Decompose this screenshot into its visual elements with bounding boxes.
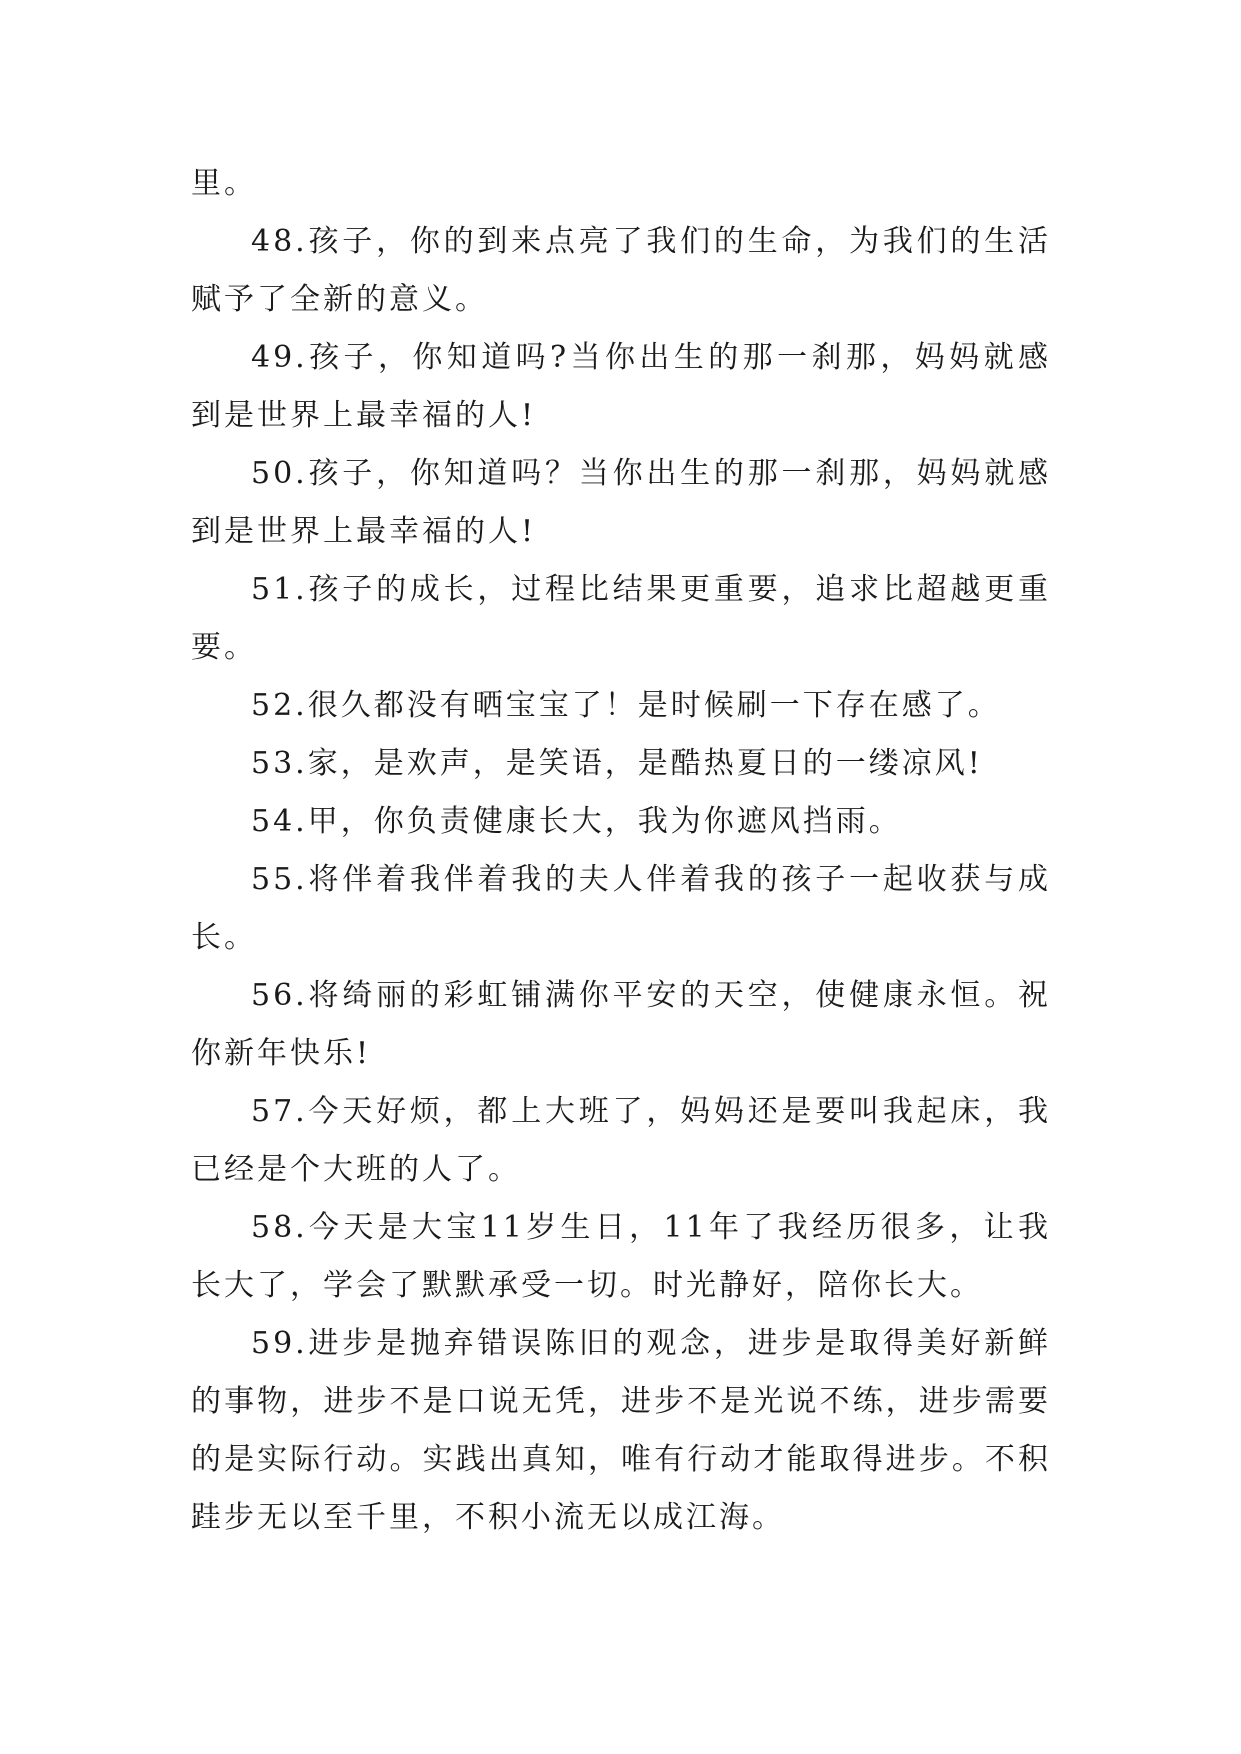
paragraph-54: 54.甲，你负责健康长大，我为你遮风挡雨。	[251, 804, 902, 839]
paragraph-55: 55.将伴着我伴着我的夫人伴着我的孩子一起收获与成长。	[191, 862, 1051, 955]
paragraph-57: 57.今天好烦，都上大班了，妈妈还是要叫我起床，我已经是个大班的人了。	[191, 1094, 1051, 1187]
paragraph-51: 51.孩子的成长，过程比结果更重要，追求比超越更重要。	[191, 572, 1051, 665]
paragraph-56: 56.将绮丽的彩虹铺满你平安的天空，使健康永恒。祝你新年快乐!	[191, 978, 1051, 1071]
paragraph-50: 50.孩子，你知道吗？当你出生的那一刹那，妈妈就感到是世界上最幸福的人!	[191, 456, 1051, 549]
paragraph-continuation: 里。	[191, 166, 257, 201]
paragraph-49: 49.孩子，你知道吗?当你出生的那一刹那，妈妈就感到是世界上最幸福的人!	[191, 340, 1051, 433]
paragraph-53: 53.家，是欢声，是笑语，是酷热夏日的一缕凉风!	[251, 746, 983, 781]
paragraph-58: 58.今天是大宝11岁生日，11年了我经历很多，让我长大了，学会了默默承受一切。时光静好，陪你长大。	[191, 1210, 1051, 1303]
paragraph-52: 52.很久都没有晒宝宝了！是时候刷一下存在感了。	[251, 688, 1001, 723]
paragraph-59: 59.进步是抛弃错误陈旧的观念，进步是取得美好新鲜的事物，进步不是口说无凭，进步不是光说不练，进步需要的是实际行动。实践出真知，唯有行动才能取得进步。不积跬步无以至千里，不积小流无以成江海。	[191, 1326, 1051, 1535]
paragraph-48: 48.孩子，你的到来点亮了我们的生命，为我们的生活赋予了全新的意义。	[191, 224, 1051, 317]
document-body	[191, 155, 1051, 1547]
